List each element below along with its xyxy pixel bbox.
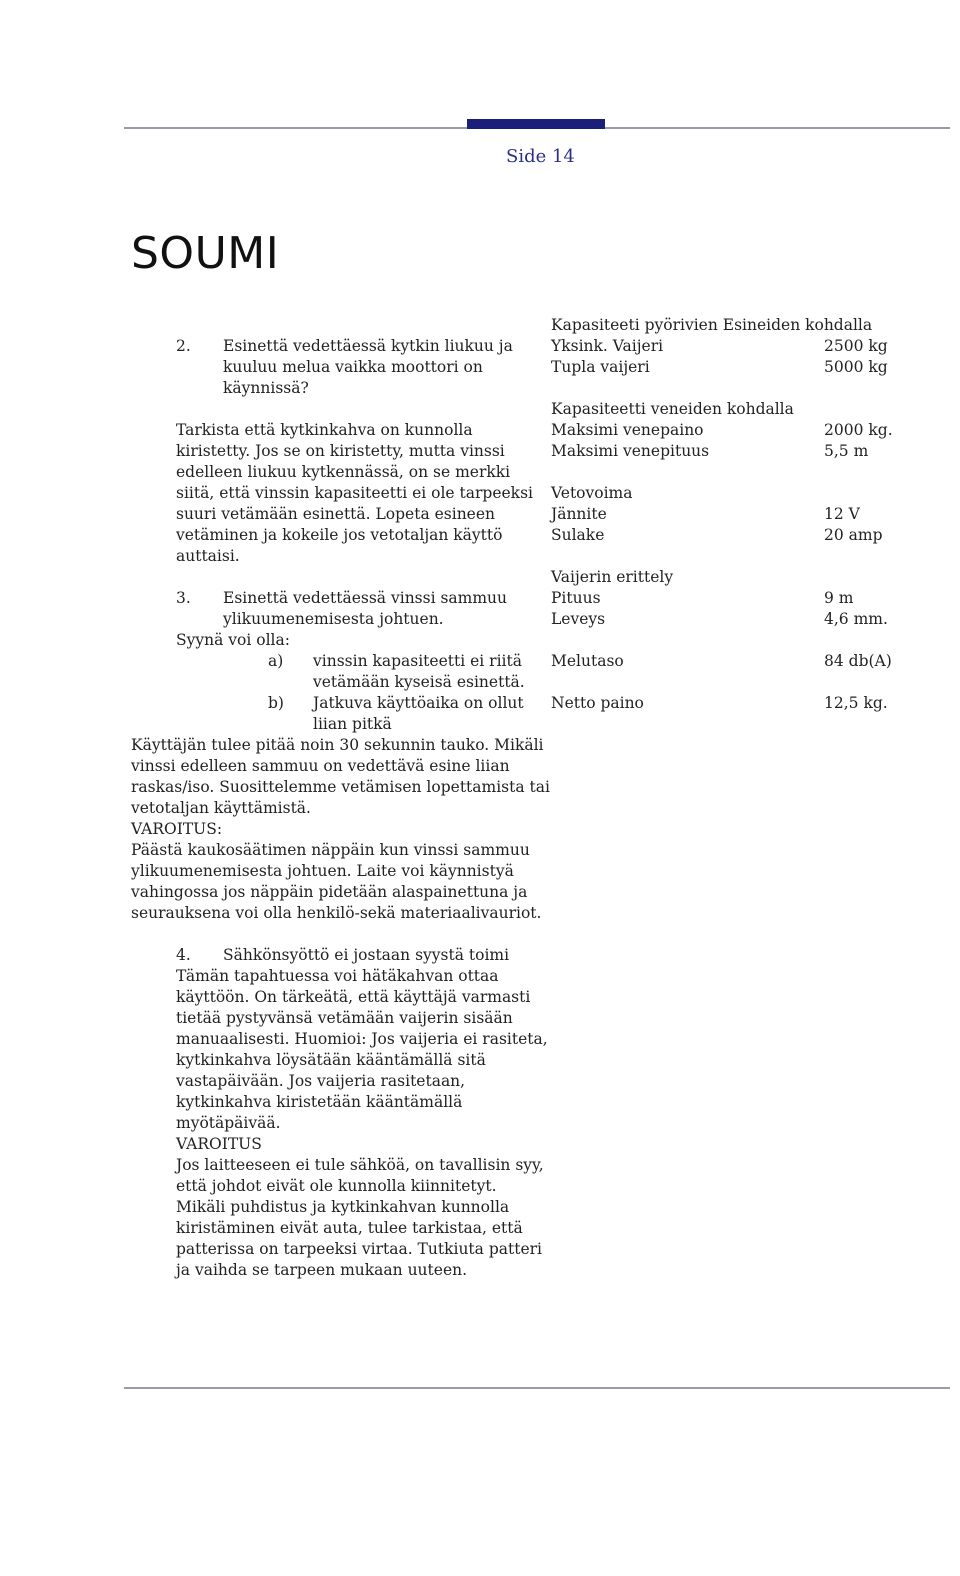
paragraph-line: suuri vetämään esinettä. Lopeta esineen [176,505,496,523]
document-title: SOUMI [131,228,280,279]
spec-value: 12,5 kg. [824,694,888,712]
paragraph-line: myötäpäivää. [176,1114,281,1132]
paragraph-line: Käyttäjän tulee pitää noin 30 sekunnin tauko. Mikäli [131,736,544,754]
footer-rule [124,1387,950,1389]
cause-b-line: Jatkuva käyttöaika on ollut [313,694,524,712]
spec-value: 4,6 mm. [824,610,888,628]
spec-group-heading: Vaijerin erittely [551,568,674,586]
item3-line: ylikuumenemisesta johtuen. [223,610,444,628]
paragraph-line: Mikäli puhdistus ja kytkinkahvan kunnolla [176,1198,510,1216]
spec-label: Melutaso [551,652,624,670]
spec-label: Sulake [551,526,605,544]
spec-group-heading: Kapasiteetti veneiden kohdalla [551,400,794,418]
paragraph-line: raskas/iso. Suosittelemme vetämisen lopettamista tai [131,778,550,796]
paragraph-line: kiristäminen eivät auta, tulee tarkistaa, että [176,1219,523,1237]
page-number: Side 14 [506,146,575,167]
spec-label: Maksimi venepituus [551,442,710,460]
paragraph-line: että johdot eivät ole kunnolla kiinnitetyt. [176,1177,497,1195]
paragraph-line: kiristetty. Jos se on kiristetty, mutta vinssi [176,442,505,460]
paragraph-line: Päästä kaukosäätimen näppäin kun vinssi sammuu [131,841,530,859]
spec-label: Netto paino [551,694,644,712]
warning-heading: VAROITUS [176,1135,262,1153]
paragraph-line: siitä, että vinssin kapasiteetti ei ole tarpeeksi [176,484,533,502]
paragraph-line: vastapäivään. Jos vaijeria rasitetaan, [176,1072,466,1090]
paragraph-line: kytkinkahva kiristetään kääntämällä [176,1093,463,1111]
spec-label: Pituus [551,589,601,607]
item3-line: Esinettä vedettäessä vinssi sammuu [223,589,508,607]
paragraph-line: Tämän tapahtuessa voi hätäkahvan ottaa [176,967,499,985]
causes-label: Syynä voi olla: [176,631,290,649]
paragraph-line: ylikuumenemisesta johtuen. Laite voi käynnistyä [131,862,514,880]
cause-letter: b) [268,694,284,712]
spec-group-heading: Vetovoima [551,484,633,502]
paragraph-line: vinssi edelleen sammuu on vedettävä esine liian [131,757,510,775]
paragraph-line: vetäminen ja kokeile jos vetotaljan käyttö [176,526,503,544]
cause-a-line: vinssin kapasiteetti ei riitä [313,652,522,670]
paragraph-line: Tarkista että kytkinkahva on kunnolla [176,421,473,439]
spec-value: 5000 kg [824,358,888,376]
paragraph-line: vahingossa jos näppäin pidetään alaspainettuna ja [131,883,528,901]
paragraph-line: Jos laitteeseen ei tule sähköä, on tavallisin syy, [176,1156,544,1174]
spec-value: 5,5 m [824,442,869,460]
item4-line: Sähkönsyöttö ei jostaan syystä toimi [223,946,510,964]
item-number: 2. [176,337,191,355]
cause-b-line: liian pitkä [313,715,392,733]
spec-label: Maksimi venepaino [551,421,704,439]
item-number: 4. [176,946,191,964]
spec-label: Leveys [551,610,606,628]
spec-label: Jännite [551,505,607,523]
paragraph-line: manuaalisesti. Huomioi: Jos vaijeria ei rasiteta, [176,1030,548,1048]
spec-value: 2500 kg [824,337,888,355]
header-accent-bar [467,119,605,129]
item2-line: käynnissä? [223,379,309,397]
paragraph-line: auttaisi. [176,547,240,565]
warning-heading: VAROITUS: [131,820,223,838]
cause-letter: a) [268,652,284,670]
paragraph-line: edelleen liukuu kytkennässä, on se merkki [176,463,511,481]
paragraph-line: ja vaihda se tarpeen mukaan uuteen. [176,1261,468,1279]
item-number: 3. [176,589,191,607]
spec-label: Yksink. Vaijeri [551,337,664,355]
cause-a-line: vetämään kyseisä esinettä. [313,673,525,691]
spec-value: 9 m [824,589,854,607]
spec-value: 84 db(A) [824,652,892,670]
item2-line: Esinettä vedettäessä kytkin liukuu ja [223,337,513,355]
paragraph-line: patterissa on tarpeeksi virtaa. Tutkiuta patteri [176,1240,542,1258]
item2-line: kuuluu melua vaikka moottori on [223,358,483,376]
spec-value: 12 V [824,505,860,523]
paragraph-line: tietää pystyvänsä vetämään vaijerin sisään [176,1009,513,1027]
paragraph-line: kytkinkahva löysätään kääntämällä sitä [176,1051,486,1069]
spec-value: 20 amp [824,526,883,544]
spec-value: 2000 kg. [824,421,893,439]
spec-group-heading: Kapasiteeti pyörivien Esineiden kohdalla [551,316,873,334]
spec-label: Tupla vaijeri [551,358,650,376]
paragraph-line: käyttöön. On tärkeätä, että käyttäjä varmasti [176,988,531,1006]
paragraph-line: seurauksena voi olla henkilö-sekä materiaalivauriot. [131,904,542,922]
paragraph-line: vetotaljan käyttämistä. [131,799,311,817]
